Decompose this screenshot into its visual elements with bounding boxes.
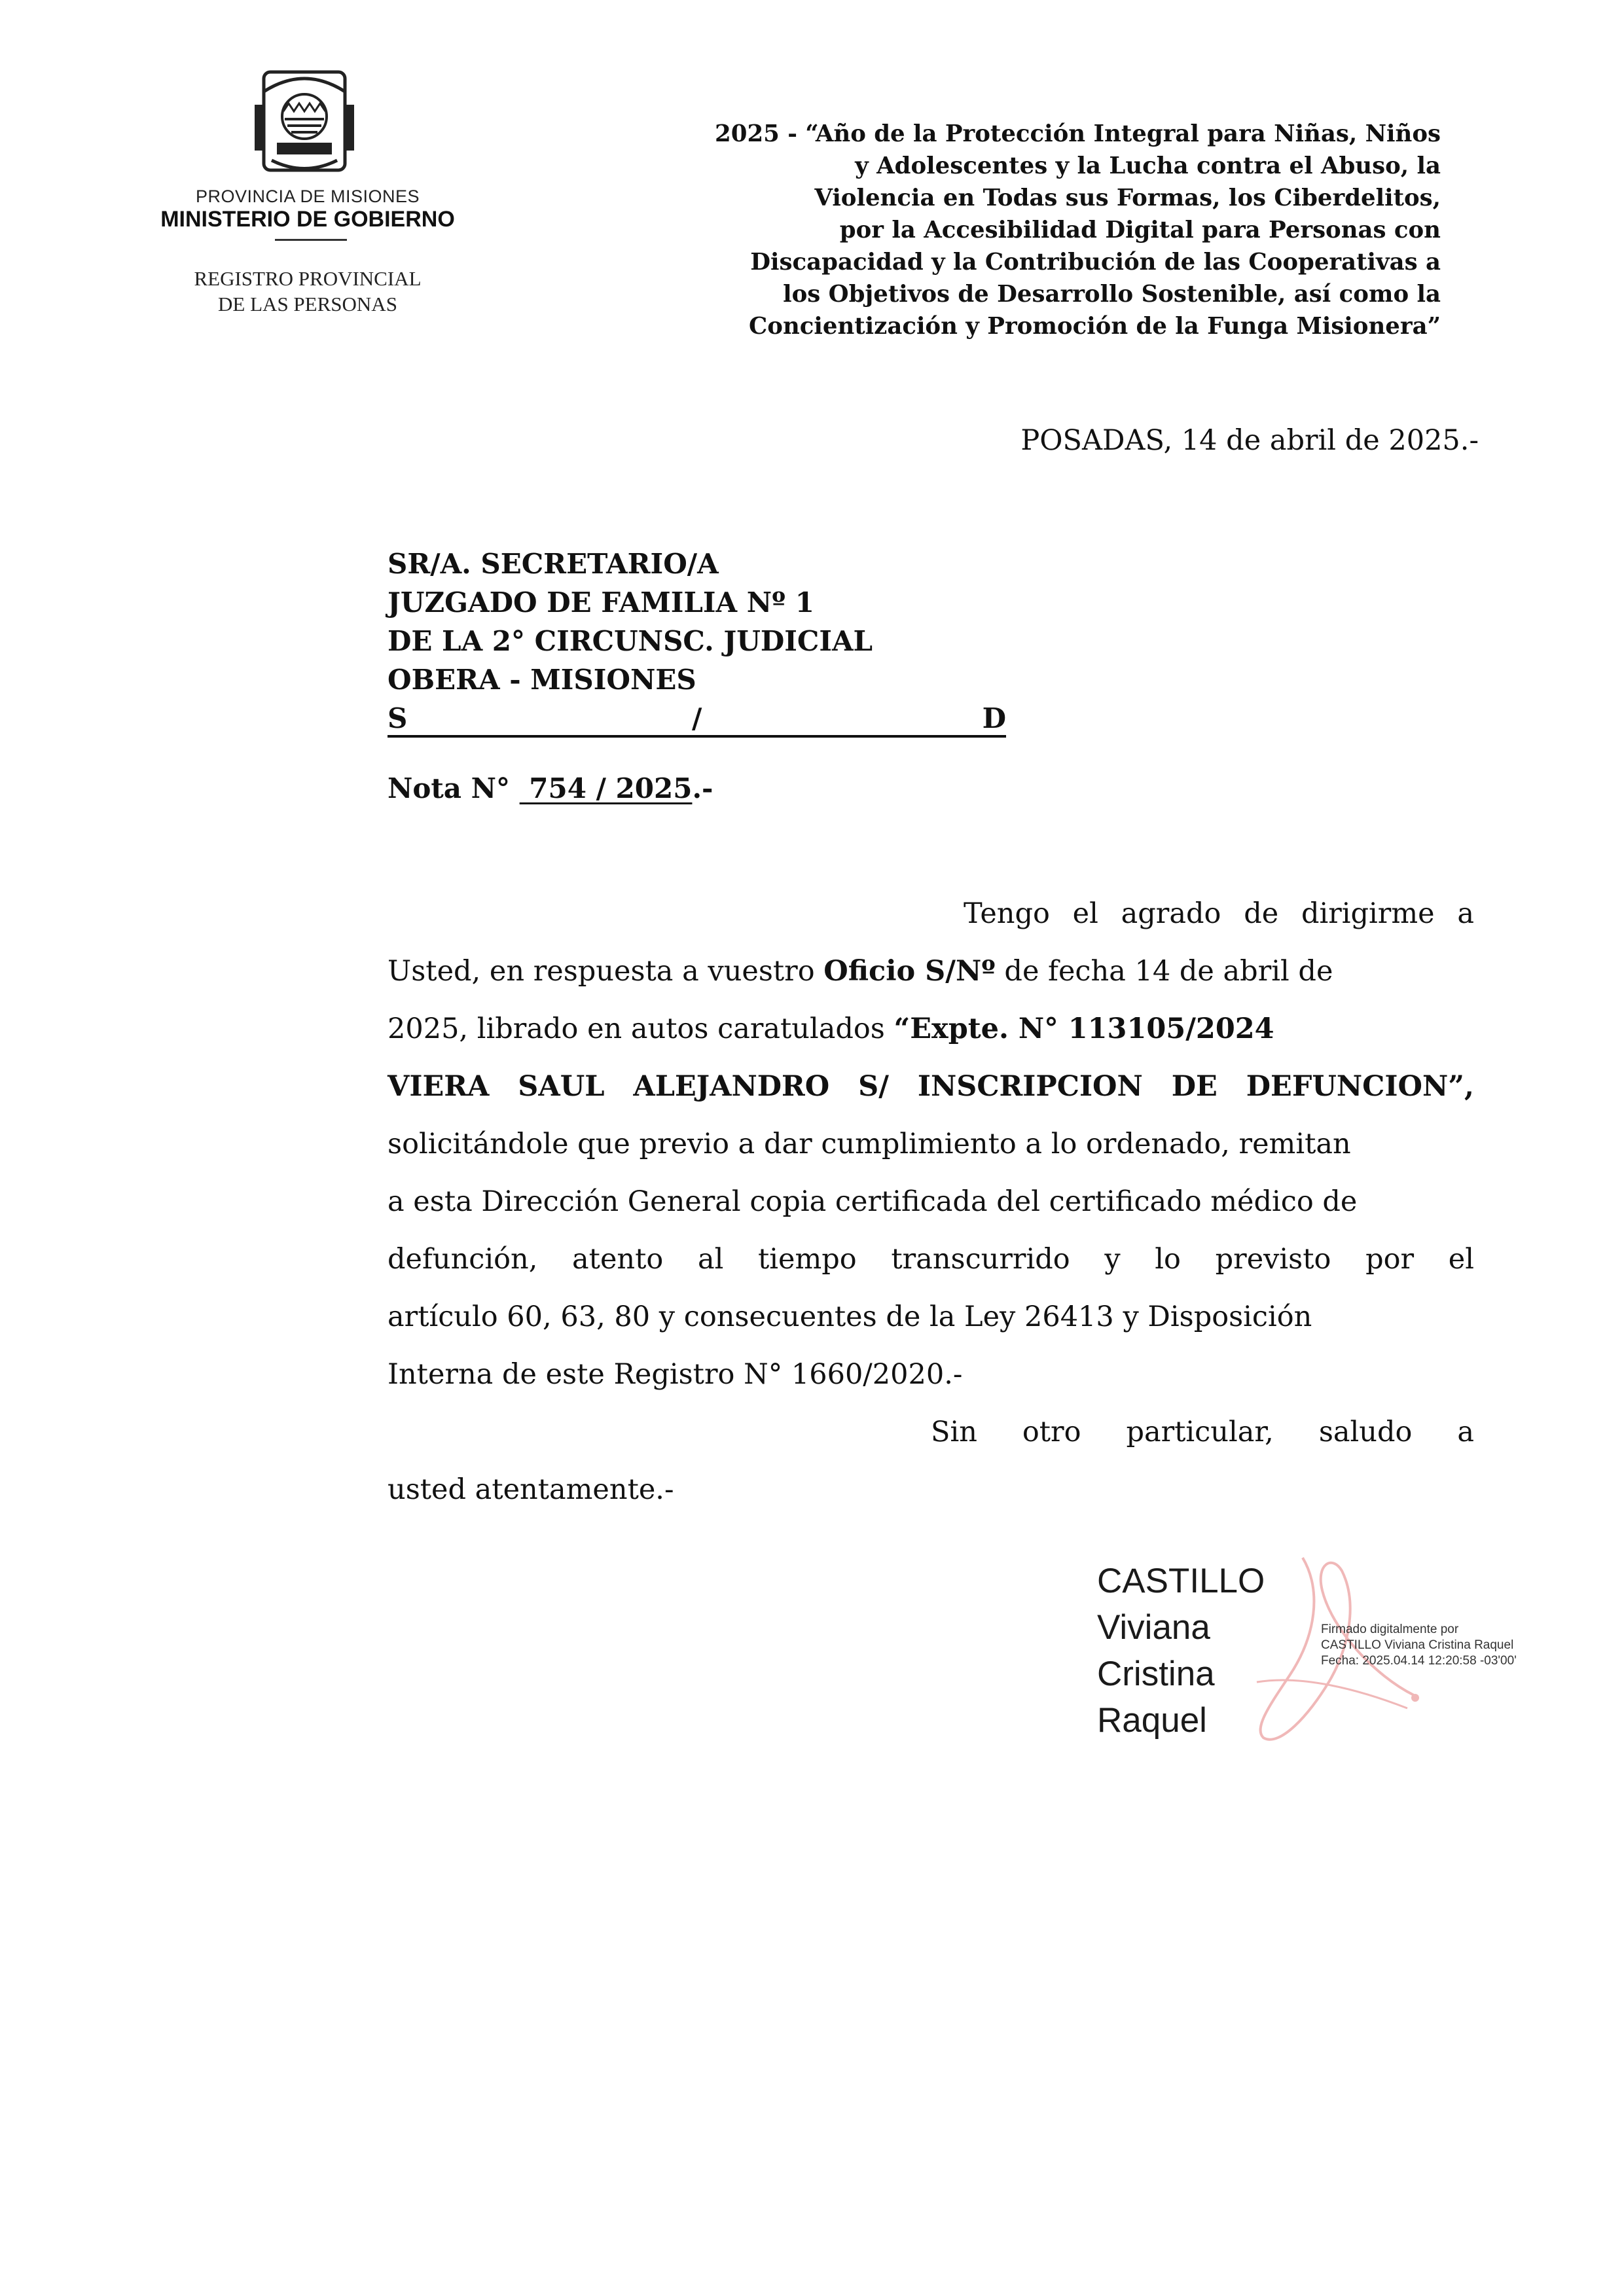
- addressee-block: [388, 545, 1006, 738]
- addressee-line: OBERA - MISIONES: [388, 664, 696, 696]
- registry-name-line2: DE LAS PERSONAS: [218, 293, 397, 315]
- motto-line: Concientización y Promoción de la Funga Misionera”: [749, 313, 1441, 340]
- body-line: defunción, atento al tiempo transcurrido y lo previsto por el: [388, 1243, 1474, 1276]
- note-suffix: .-: [692, 772, 713, 804]
- motto-line: los Objetivos de Desarrollo Sostenible, así como la: [783, 281, 1441, 308]
- expediente-ref: “Expte. N° 113105/2024: [893, 1013, 1274, 1045]
- addressee-line: SR/A. SECRETARIO/A: [388, 548, 719, 580]
- provincial-seal-icon: [252, 65, 357, 180]
- signer-name-line: Viviana: [1097, 1608, 1210, 1647]
- registry-name-line1: REGISTRO PROVINCIAL: [194, 267, 422, 290]
- signature-info-line: Fecha: 2025.04.14 12:20:58 -03'00': [1321, 1654, 1517, 1668]
- body-line: a esta Dirección General copia certificada del certificado médico de: [388, 1185, 1358, 1218]
- motto-line: por la Accesibilidad Digital para Personas con: [839, 217, 1441, 243]
- body-line: usted atentamente.-: [388, 1473, 674, 1506]
- letterhead-divider: [275, 239, 347, 241]
- signature-info-line: Firmado digitalmente por: [1321, 1623, 1459, 1636]
- oficio-ref: Oficio S/Nº: [823, 955, 996, 988]
- signer-name-line: CASTILLO: [1097, 1562, 1265, 1600]
- province-name: PROVINCIA DE MISIONES: [195, 187, 420, 206]
- sd-line: [388, 699, 1006, 738]
- sd-slash: /: [692, 702, 702, 734]
- note-number-value: 754 / 2025: [519, 772, 693, 804]
- body-line: solicitándole que previo a dar cumplimiento a lo ordenado, remitan: [388, 1128, 1351, 1160]
- body-line: Sin otro particular, saludo a: [931, 1416, 1474, 1448]
- addressee-line: DE LA 2° CIRCUNSC. JUDICIAL: [388, 625, 873, 657]
- note-number: [388, 772, 713, 804]
- body-line: VIERA SAUL ALEJANDRO S/ INSCRIPCION DE DEFUNCION”,: [388, 1070, 1474, 1103]
- signer-name-line: Raquel: [1097, 1701, 1207, 1740]
- letter-body: [388, 885, 1474, 1518]
- body-line: Interna de este Registro N° 1660/2020.-: [388, 1358, 963, 1391]
- ministry-name: MINISTERIO DE GOBIERNO: [160, 207, 455, 232]
- year-motto: [590, 118, 1441, 342]
- motto-line: Discapacidad y la Contribución de las Cooperativas a: [750, 249, 1441, 276]
- motto-line: y Adolescentes y la Lucha contra el Abuso, la: [855, 152, 1441, 179]
- note-label: Nota N°: [388, 772, 511, 804]
- body-line: 2025, librado en autos caratulados “Expte. N° 113105/2024: [388, 1013, 1274, 1045]
- signer-name-line: Cristina: [1097, 1655, 1215, 1693]
- body-line: Usted, en respuesta a vuestro Oficio S/Nº de fecha 14 de abril de: [388, 955, 1333, 988]
- letter-date: POSADAS, 14 de abril de 2025.-: [1020, 424, 1479, 457]
- signer-name: [1097, 1558, 1265, 1744]
- motto-line: Violencia en Todas sus Formas, los Ciberdelitos,: [814, 185, 1441, 211]
- sd-d: D: [982, 702, 1006, 734]
- signature-details: [1321, 1622, 1517, 1669]
- sd-s: S: [388, 702, 408, 734]
- signature-info-line: CASTILLO Viviana Cristina Raquel: [1321, 1638, 1514, 1652]
- addressee-line: JUZGADO DE FAMILIA Nº 1: [388, 586, 815, 619]
- motto-line: 2025 - “Año de la Protección Integral para Niñas, Niños: [715, 120, 1441, 147]
- body-line: Tengo el agrado de dirigirme a: [964, 897, 1474, 930]
- body-line: artículo 60, 63, 80 y consecuentes de la Ley 26413 y Disposición: [388, 1300, 1312, 1333]
